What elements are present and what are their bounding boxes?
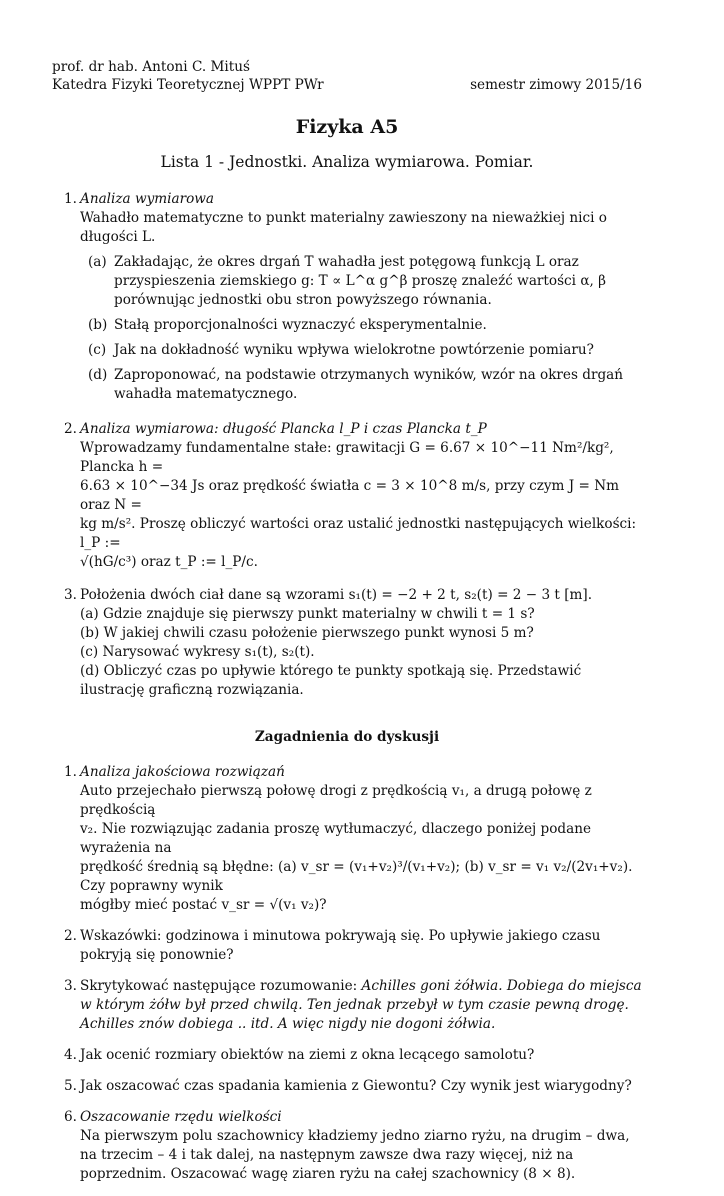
problem-intro: Wahadło matematyczne to punkt materialny zawieszony na nieważkiej nici o długości L. — [80, 210, 607, 245]
author: prof. dr hab. Antoni C. Mituś — [52, 59, 250, 75]
question-text: Skrytykować następujące rozumowanie: — [80, 978, 358, 994]
problem-topic: Analiza wymiarowa: długość Plancka l_P i czas Plancka t_P — [80, 421, 487, 437]
problem-1 — [52, 190, 642, 404]
text-line: 6.63 × 10^−34 Js oraz prędkość światła c = 3 × 10^8 m/s, przy czym J = Nm oraz N = — [80, 478, 620, 513]
text-line: √(hG/c³) oraz t_P := l_P/c. — [80, 554, 258, 570]
question-number: 2. — [64, 928, 77, 944]
subitem-text: Zaproponować, na podstawie otrzymanych wyników, wzór na okres drgań wahadła matematycznego. — [114, 367, 624, 402]
document-page — [52, 58, 642, 1196]
text-line: Wprowadzamy fundamentalne stałe: grawitacji G = 6.67 × 10^−11 Nm²/kg², Plancka h = — [80, 440, 614, 475]
question-number: 1. — [64, 764, 77, 780]
text-line: (c) Narysować wykresy s₁(t), s₂(t). — [80, 644, 315, 660]
subitem-c — [80, 341, 642, 360]
header — [52, 58, 642, 94]
subitem-d — [80, 366, 642, 404]
subitem-text: Stałą proporcjonalności wyznaczyć eksperymentalnie. — [114, 317, 487, 333]
subitem-b — [80, 316, 642, 335]
problem-number: 3. — [64, 587, 77, 603]
subitem-a — [80, 253, 642, 310]
subitem-label: (d) — [88, 367, 108, 383]
subitem-label: (b) — [88, 317, 108, 333]
text-line: kg m/s². Proszę obliczyć wartości oraz ustalić jednostki następujących wielkości: l_P := — [80, 516, 637, 551]
page-title: Fizyka A5 — [295, 116, 399, 138]
discussion-6 — [52, 1108, 642, 1184]
question-text: Na pierwszym polu szachownicy kładziemy jedno ziarno ryżu, na drugim – dwa, na trzecim – 4 i tak dalej, na następnym zawsze dwa razy więcej, niż na poprzednim. Oszacować wagę ziaren ryżu na całej szachownicy (8 × 8). — [80, 1128, 630, 1182]
section-heading: Zagadnienia do dyskusji — [254, 729, 440, 745]
text-line: prędkość średnią są błędne: (a) v_sr = (v₁+v₂)³/(v₁+v₂); (b) v_sr = v₁ v₂/(2v₁+v₂). Czy poprawny wynik — [80, 859, 633, 894]
discussion-2 — [52, 927, 642, 965]
problem-3 — [52, 586, 642, 700]
question-text: Jak oszacować czas spadania kamienia z Giewontu? Czy wynik jest wiarygodny? — [80, 1078, 632, 1094]
question-topic: Analiza jakościowa rozwiązań — [80, 764, 285, 780]
department: Katedra Fizyki Teoretycznej WPPT PWr — [52, 77, 324, 93]
subitem-text: Zakładając, że okres drgań T wahadła jest potęgową funkcją L oraz przyspieszenia ziemskiego g: T ∝ L^α g^β proszę znaleźć wartości α, β porównując jednostki obu stron powyższego równania. — [114, 254, 607, 308]
question-text: Jak ocenić rozmiary obiektów na ziemi z okna lecącego samolotu? — [80, 1047, 535, 1063]
question-text: Wskazówki: godzinowa i minutowa pokrywają się. Po upływie jakiego czasu pokryją się ponownie? — [80, 928, 601, 963]
text-line: v₂. Nie rozwiązując zadania proszę wytłumaczyć, dlaczego poniżej podane wyrażenia na — [80, 821, 592, 856]
subitem-label: (c) — [88, 342, 107, 358]
subitem-text: Jak na dokładność wyniku wpływa wielokrotne powtórzenie pomiaru? — [114, 342, 594, 358]
text-line: mógłby mieć postać v_sr = √(v₁ v₂)? — [80, 897, 327, 913]
problem-number: 1. — [64, 191, 77, 207]
question-number: 3. — [64, 978, 77, 994]
discussion-4 — [52, 1046, 642, 1065]
problem-topic: Analiza wymiarowa — [80, 191, 215, 207]
question-number: 6. — [64, 1109, 77, 1125]
question-number: 5. — [64, 1078, 77, 1094]
subitem-label: (a) — [88, 254, 107, 270]
text-line: (d) Obliczyć czas po upływie którego te punkty spotkają się. Przedstawić ilustrację graficzną rozwiązania. — [80, 663, 582, 698]
text-line: Położenia dwóch ciał dane są wzorami s₁(t) = −2 + 2 t, s₂(t) = 2 − 3 t [m]. — [80, 587, 593, 603]
question-topic: Oszacowanie rzędu wielkości — [80, 1109, 282, 1125]
semester: semestr zimowy 2015/16 — [470, 77, 642, 93]
discussion-3 — [52, 977, 642, 1034]
discussion-1 — [52, 763, 642, 915]
text-line: (b) W jakiej chwili czasu położenie pierwszego punkt wynosi 5 m? — [80, 625, 534, 641]
problem-number: 2. — [64, 421, 77, 437]
question-number: 4. — [64, 1047, 77, 1063]
text-line: (a) Gdzie znajduje się pierwszy punkt materialny w chwili t = 1 s? — [80, 606, 535, 622]
problem-2 — [52, 420, 642, 572]
text-line: Auto przejechało pierwszą połowę drogi z prędkością v₁, a drugą połowę z prędkością — [80, 783, 592, 818]
page-subtitle: Lista 1 - Jednostki. Analiza wymiarowa. Pomiar. — [160, 153, 534, 171]
question-quote: Achilles goni żółwia. Dobiega do miejsca w którym żółw był przed chwilą. Ten jednak przebył w tym czasie pewną drogę. Achilles znów dobiega .. itd. A więc nigdy nie dogoni żółwia. — [80, 978, 642, 1032]
discussion-5 — [52, 1077, 642, 1096]
